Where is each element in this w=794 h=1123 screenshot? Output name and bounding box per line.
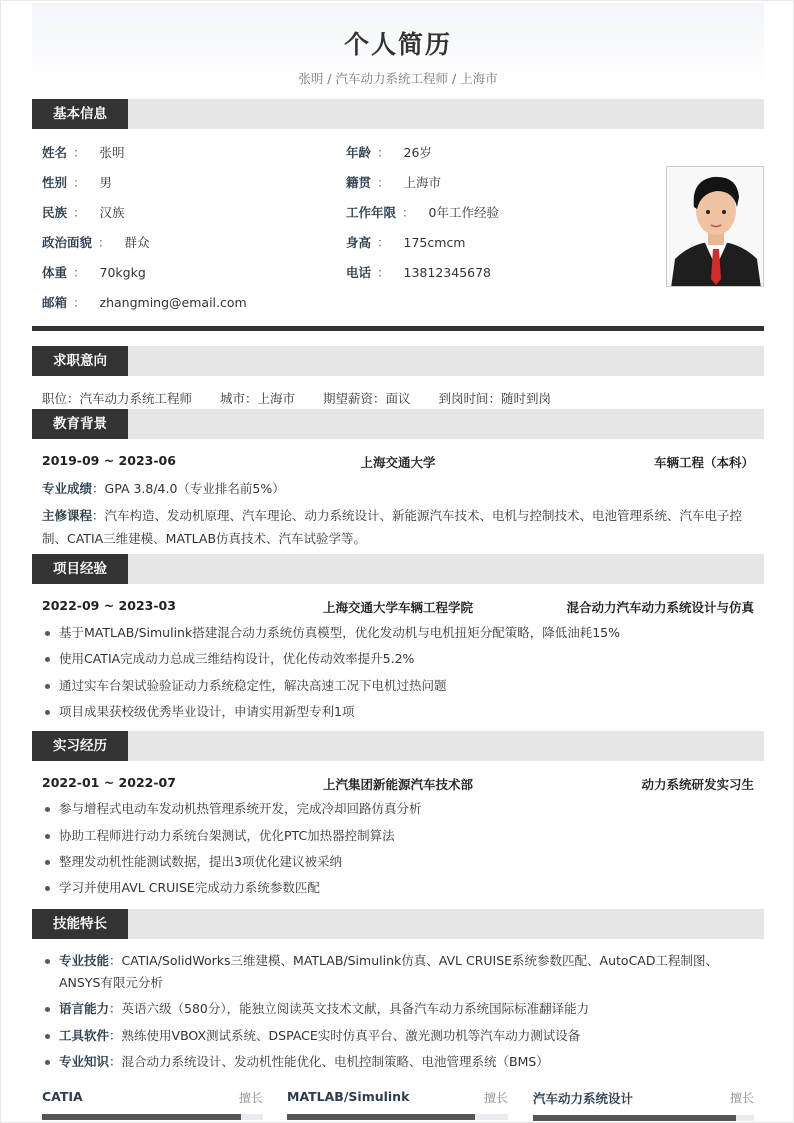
info-colon: ： [73,145,86,160]
intern-role: 动力系统研发实习生 [641,777,754,792]
skill-text: ：英语六级（580分），能独立阅读英文技术文献，具备汽车动力系统国际标准翻译能力 [109,1001,590,1016]
page-title: 个人简历 [343,30,452,59]
edu-grade [42,477,754,500]
skill-bar [42,1114,263,1120]
section-internship [32,731,764,761]
skill-bar [287,1114,508,1120]
info-right-4 [346,263,491,281]
info-colon: ： [73,295,86,310]
skill-label: 专业知识 [59,1054,110,1069]
skill-level-matlab [287,1089,508,1120]
project-entry [42,598,754,616]
info-right-3 [346,233,466,251]
info-value: 26岁 [403,145,432,160]
skill-text: ：混合动力系统设计、发动机性能优化、电机控制策略、电池管理系统（BMS） [109,1054,549,1069]
info-label: 工作年限 [346,205,397,220]
resume-header [32,3,764,85]
intent-position: 职位：汽车动力系统工程师 [42,391,193,406]
info-label: 政治面貌 [42,235,93,250]
info-colon: ： [73,205,86,220]
info-value: 汉族 [99,205,125,220]
grade-label: 专业成绩 [42,481,93,496]
skill-label: 专业技能 [59,953,110,968]
section-title: 实习经历 [32,731,128,761]
intent-start: 到岗时间：随时到岗 [438,391,552,406]
courses-value: ：汽车构造、发动机原理、汽车理论、动力系统设计、新能源汽车技术、电机与控制技术、电池管理系统、汽车电子控制、CATIA三维建模、MATLAB仿真技术、汽车试验学等。 [42,508,743,546]
skill-name: MATLAB/Simulink [287,1089,410,1104]
info-left-2 [42,203,125,221]
job-intent [42,389,551,407]
info-colon: ： [73,175,86,190]
skill-label: 工具软件 [59,1028,110,1043]
section-basic-info [32,99,764,129]
info-colon: ： [98,235,111,250]
internship-entry [42,775,754,793]
info-right-0 [346,143,432,161]
info-label: 电话 [346,265,372,280]
profile-photo [666,166,764,287]
edu-period: 2019-09 ~ 2023-06 [42,453,176,468]
section-skills [32,909,764,939]
section-title: 求职意向 [32,346,128,376]
info-value: 群众 [124,235,150,250]
skill-bullet [42,1051,754,1073]
info-label: 民族 [42,205,68,220]
edu-major: 车辆工程（本科） [653,455,754,470]
skill-text: ：CATIA/SolidWorks三维建模、MATLAB/Simulink仿真、AVL CRUISE系统参数匹配、AutoCAD工程制图、ANSYS有限元分析 [59,953,718,990]
intern-org: 上汽集团新能源汽车技术部 [322,777,473,792]
intent-city: 城市：上海市 [220,391,296,406]
skill-level: 擅长 [729,1091,754,1105]
info-label: 姓名 [42,145,68,160]
grade-value: ：GPA 3.8/4.0（专业排名前5%） [92,481,285,496]
intern-period: 2022-01 ~ 2022-07 [42,775,176,790]
skill-bullet [42,1025,754,1047]
info-value: 男 [99,175,113,190]
intern-bullet: 学习并使用AVL CRUISE完成动力系统参数匹配 [42,877,754,899]
skill-level: 擅长 [238,1091,263,1105]
info-right-1 [346,173,441,191]
info-colon: ： [377,265,390,280]
intern-bullet: 协助工程师进行动力系统台架测试，优化PTC加热器控制算法 [42,825,754,847]
edu-school: 上海交通大学 [360,455,436,470]
skill-bullet [42,998,754,1020]
project-period: 2022-09 ~ 2023-03 [42,598,176,613]
skill-bullet [42,950,754,994]
intern-bullet: 参与增程式电动车发动机热管理系统开发，完成冷却回路仿真分析 [42,798,754,820]
section-title: 教育背景 [32,409,128,439]
section-title: 项目经验 [32,554,128,584]
edu-courses [42,504,754,550]
info-left-4 [42,263,146,281]
info-value: zhangming@email.com [99,295,247,310]
skill-name: 汽车动力系统设计 [533,1091,634,1106]
intern-bullet: 整理发动机性能测试数据，提出3项优化建议被采纳 [42,851,754,873]
info-value: 175cmcm [403,235,466,250]
skill-bar-fill [287,1114,475,1120]
courses-label: 主修课程 [42,508,93,523]
skill-name: CATIA [42,1089,83,1104]
divider [32,326,764,331]
info-colon: ： [377,145,390,160]
skill-bar-fill [533,1115,736,1121]
info-value: 上海市 [403,175,442,190]
section-education [32,409,764,439]
skill-level-powertrain [533,1089,754,1121]
info-label: 邮箱 [42,295,68,310]
info-value: 13812345678 [403,265,492,280]
info-value: 张明 [99,145,125,160]
info-left-1 [42,173,112,191]
project-bullet: 项目成果获校级优秀毕业设计，申请实用新型专利1项 [42,701,754,723]
info-label: 性别 [42,175,68,190]
info-colon: ： [377,235,390,250]
info-label: 籍贯 [346,175,372,190]
section-projects [32,554,764,584]
skill-bar [533,1115,754,1121]
project-name: 混合动力汽车动力系统设计与仿真 [566,600,754,615]
skill-bar-fill [42,1114,241,1120]
info-left-5 [42,293,247,311]
skill-label: 语言能力 [59,1001,110,1016]
project-bullet: 通过实车台架试验验证动力系统稳定性，解决高速工况下电机过热问题 [42,675,754,697]
info-value: 0年工作经验 [428,205,499,220]
section-title: 技能特长 [32,909,128,939]
info-colon: ： [377,175,390,190]
info-label: 体重 [42,265,68,280]
info-label: 身高 [346,235,372,250]
skill-level: 擅长 [483,1091,508,1105]
project-bullet: 使用CATIA完成动力总成三维结构设计，优化传动效率提升5.2% [42,648,754,670]
info-left-0 [42,143,125,161]
skill-level-catia [42,1089,263,1120]
info-colon: ： [73,265,86,280]
info-right-2 [346,203,499,221]
section-job-intent [32,346,764,376]
education-entry [42,453,754,471]
project-org: 上海交通大学车辆工程学院 [322,600,473,615]
info-left-3 [42,233,150,251]
section-title: 基本信息 [32,99,128,129]
info-value: 70kgkg [99,265,146,280]
info-colon: ： [402,205,415,220]
intent-salary: 期望薪资：面议 [323,391,411,406]
skill-text: ：熟练使用VBOX测试系统、DSPACE实时仿真平台、激光测功机等汽车动力测试设备 [109,1028,581,1043]
page-subtitle: 张明 / 汽车动力系统工程师 / 上海市 [298,71,498,86]
project-bullet: 基于MATLAB/Simulink搭建混合动力系统仿真模型，优化发动机与电机扭矩分配策略，降低油耗15% [42,622,754,644]
info-label: 年龄 [346,145,372,160]
